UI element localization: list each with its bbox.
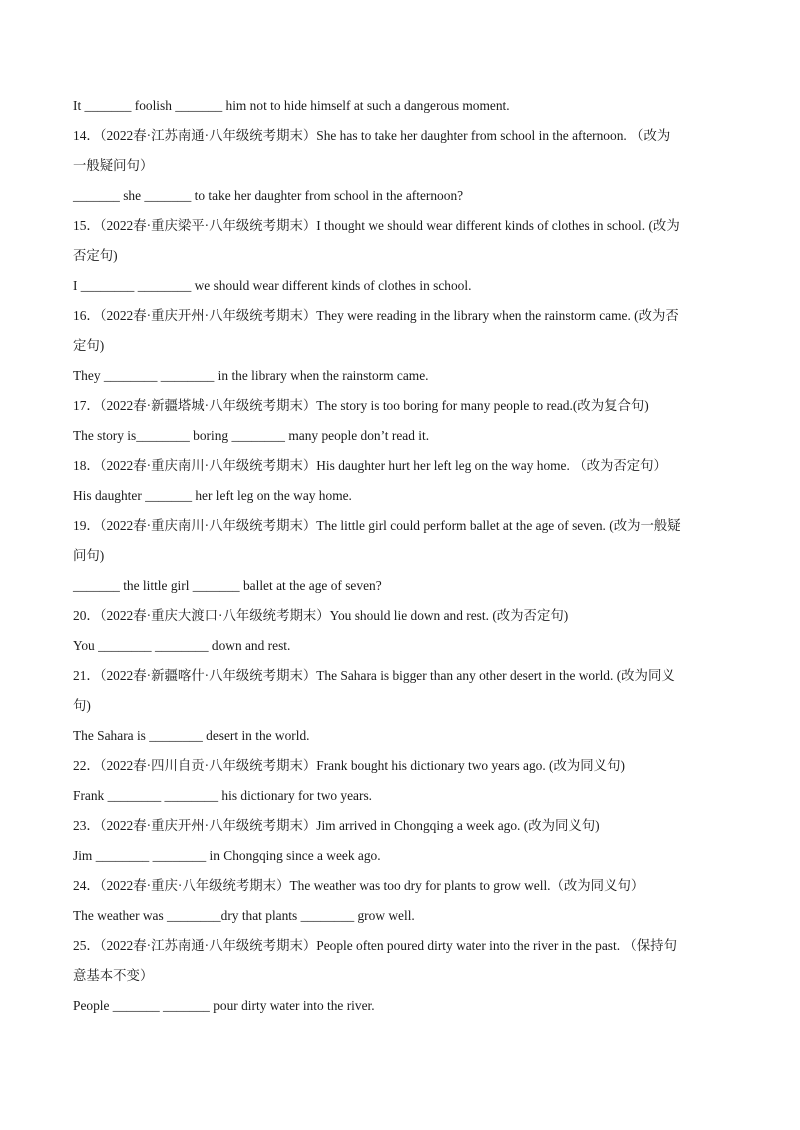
question-16-line-2: 定句)	[73, 338, 105, 353]
question-14-line-2: 一般疑问句）	[73, 158, 154, 173]
answer-line-15: I ________ ________ we should wear different kinds of clothes in school.	[73, 278, 472, 293]
question-15-line-1: 15．（2022春·重庆梁平·八年级统考期末）I thought we should wear different kinds of clothes in school. (改为	[73, 218, 680, 233]
question-23: 23．（2022春·重庆开州·八年级统考期末）Jim arrived in Chongqing a week ago. (改为同义句)	[73, 818, 600, 833]
answer-line-22: Frank ________ ________ his dictionary for two years.	[73, 788, 373, 803]
question-22: 22．（2022春·四川自贡·八年级统考期末）Frank bought his dictionary two years ago. (改为同义句)	[73, 758, 625, 773]
question-14-line-1: 14．（2022春·江苏南通·八年级统考期末）She has to take her daughter from school in the afternoon. （改为	[73, 128, 671, 143]
question-24: 24．（2022春·重庆·八年级统考期末）The weather was too dry for plants to grow well.（改为同义句）	[73, 878, 645, 893]
answer-line-19: _______ the little girl _______ ballet at the age of seven?	[73, 578, 382, 593]
question-21-line-2: 句)	[73, 698, 91, 713]
question-19-line-2: 问句)	[73, 548, 105, 563]
document-page	[73, 96, 725, 1026]
question-15-line-2: 否定句)	[73, 248, 118, 263]
answer-line-14: _______ she _______ to take her daughter from school in the afternoon?	[73, 188, 464, 203]
question-21-line-1: 21．（2022春·新疆喀什·八年级统考期末）The Sahara is bigger than any other desert in the world. (改为同义	[73, 668, 675, 683]
answer-line-18: His daughter _______ her left leg on the way home.	[73, 488, 352, 503]
question-17: 17．（2022春·新疆塔城·八年级统考期末）The story is too boring for many people to read.(改为复合句)	[73, 398, 649, 413]
answer-line-20: You ________ ________ down and rest.	[73, 638, 291, 653]
question-16-line-1: 16．（2022春·重庆开州·八年级统考期末）They were reading in the library when the rainstorm came. (改为否	[73, 308, 679, 323]
answer-line-25: People _______ _______ pour dirty water into the river.	[73, 998, 375, 1013]
answer-line-17: The story is________ boring ________ many people don’t read it.	[73, 428, 430, 443]
answer-line-16: They ________ ________ in the library when the rainstorm came.	[73, 368, 429, 383]
question-18: 18．（2022春·重庆南川·八年级统考期末）His daughter hurt her left leg on the way home. （改为否定句）	[73, 458, 667, 473]
question-20: 20．（2022春·重庆大渡口·八年级统考期末）You should lie down and rest. (改为否定句)	[73, 608, 569, 623]
answer-line-23: Jim ________ ________ in Chongqing since a week ago.	[73, 848, 381, 863]
question-25-line-2: 意基本不变）	[73, 968, 154, 983]
answer-line-24: The weather was ________dry that plants ________ grow well.	[73, 908, 415, 923]
answer-line-21: The Sahara is ________ desert in the world.	[73, 728, 310, 743]
question-25-line-1: 25．（2022春·江苏南通·八年级统考期末）People often poured dirty water into the river in the past. （保持句	[73, 938, 677, 953]
answer-line-13: It _______ foolish _______ him not to hide himself at such a dangerous moment.	[73, 98, 510, 113]
question-19-line-1: 19．（2022春·重庆南川·八年级统考期末）The little girl could perform ballet at the age of seven. (改为一般疑	[73, 518, 681, 533]
